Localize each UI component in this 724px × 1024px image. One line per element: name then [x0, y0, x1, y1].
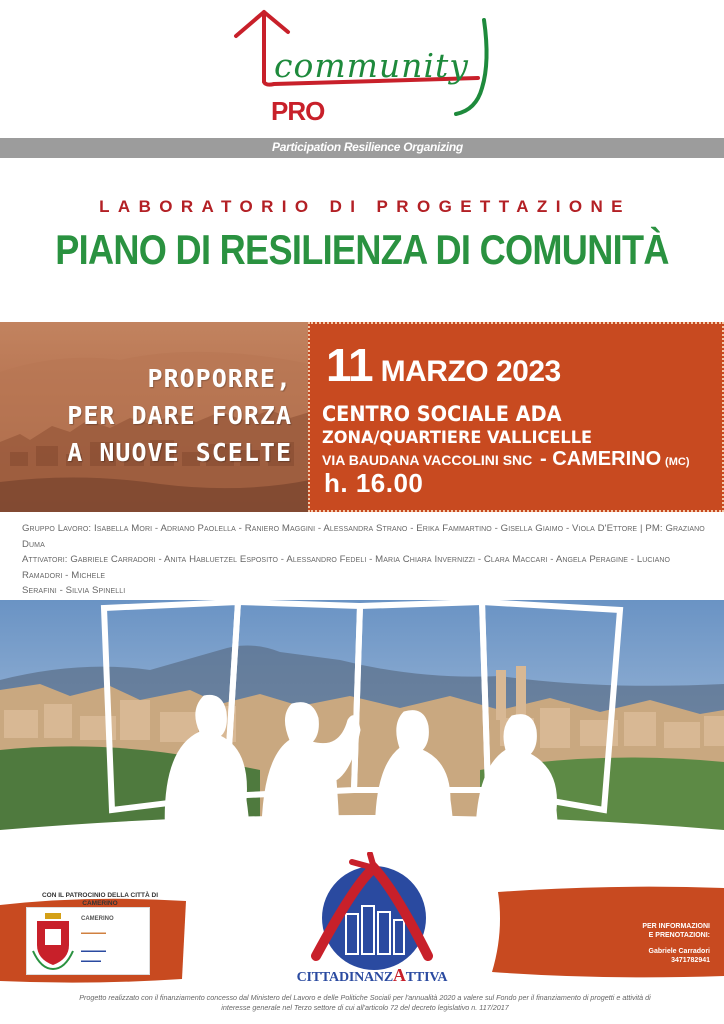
slogan-line-2: PER DARE FORZA	[67, 401, 292, 430]
event-band	[0, 322, 724, 512]
info-label-1: PER INFORMAZIONI	[642, 923, 710, 930]
credits-line-2: Attivatori: Gabriele Carradori - Anita Habluetzel Esposito - Alessandro Fedeli - Maria Chiara Invernizzi - Clara Maccari - Angela Peragine - Luciano Ramadori - Michele	[22, 554, 671, 581]
slogan-line-1: PROPORRE,	[147, 364, 292, 393]
event-street: VIA BAUDANA VACCOLINI SNC	[322, 452, 533, 468]
credits-line-3: Serafini - Silvia Spinelli	[22, 585, 126, 596]
event-city: - CAMERINO	[540, 448, 662, 470]
event-month-year: MARZO 2023	[380, 355, 561, 388]
town-photo-panel	[0, 322, 310, 512]
event-province: (MC)	[665, 456, 690, 468]
subtitle-banner	[0, 138, 724, 158]
main-title: PIANO DI RESILIENZA DI COMUNITÀ	[55, 226, 669, 273]
event-details-panel	[308, 322, 724, 512]
laboratorio-heading: LABORATORIO DI PROGETTAZIONE	[99, 197, 631, 216]
banner-text: Participation Resilience Organizing	[272, 140, 463, 154]
sponsor-line-3: ▬▬▬▬▬	[81, 948, 106, 954]
credits-line-1: Gruppo Lavoro: Isabella Mori - Adriano Paolella - Raniero Maggini - Alessandra Strano - Erika Fammartino - Gisella Giaimo - Viola D'Ettore | PM: Graziano Duma	[22, 523, 705, 550]
logo-community-text: community	[274, 46, 469, 85]
sponsor-camerino: CAMERINO	[81, 916, 114, 922]
contact-phone: 3471782941	[671, 957, 710, 964]
camerino-crest-icon	[31, 911, 75, 971]
event-day: 11	[326, 339, 373, 391]
contact-name: Gabriele Carradori	[648, 948, 710, 955]
logo-pro-text: PRO	[271, 96, 325, 126]
funding-disclaimer: Progetto realizzato con il finanziamento concesso dal Ministero del Lavoro e delle Politiche Sociali per l'annualità 2020 a valere sul Fondo per il finanziamento di progetti e attività di interesse generale nel Terzo settore di cui all'articolo 72 del decreto legislativo n. 117/2017	[79, 993, 651, 1012]
cittad-post: TTIVA	[405, 970, 448, 985]
sponsor-line-2: ▬▬▬▬▬	[81, 930, 106, 936]
contact-info	[600, 922, 710, 965]
event-date	[326, 338, 561, 392]
sponsor-box	[26, 907, 150, 975]
event-time: h. 16.00	[324, 468, 424, 498]
event-venue: CENTRO SOCIALE ADA	[322, 402, 562, 426]
info-label-2: E PRENOTAZIONI:	[648, 932, 710, 939]
event-zone: ZONA/QUARTIERE VALLICELLE	[322, 428, 593, 448]
cittadinanzattiva-wordmark	[292, 965, 452, 986]
cittad-pre: CITTADINANZ	[296, 970, 393, 985]
credits	[22, 521, 712, 599]
slogan-line-3: A NUOVE SCELTE	[67, 438, 292, 467]
sponsor-line-4: ▬▬▬▬	[81, 958, 101, 964]
patrocinio-label: CON IL PATROCINIO DELLA CITTÀ DI CAMERINO	[41, 892, 159, 907]
slogan	[67, 360, 292, 471]
cittad-a: A	[392, 965, 406, 985]
